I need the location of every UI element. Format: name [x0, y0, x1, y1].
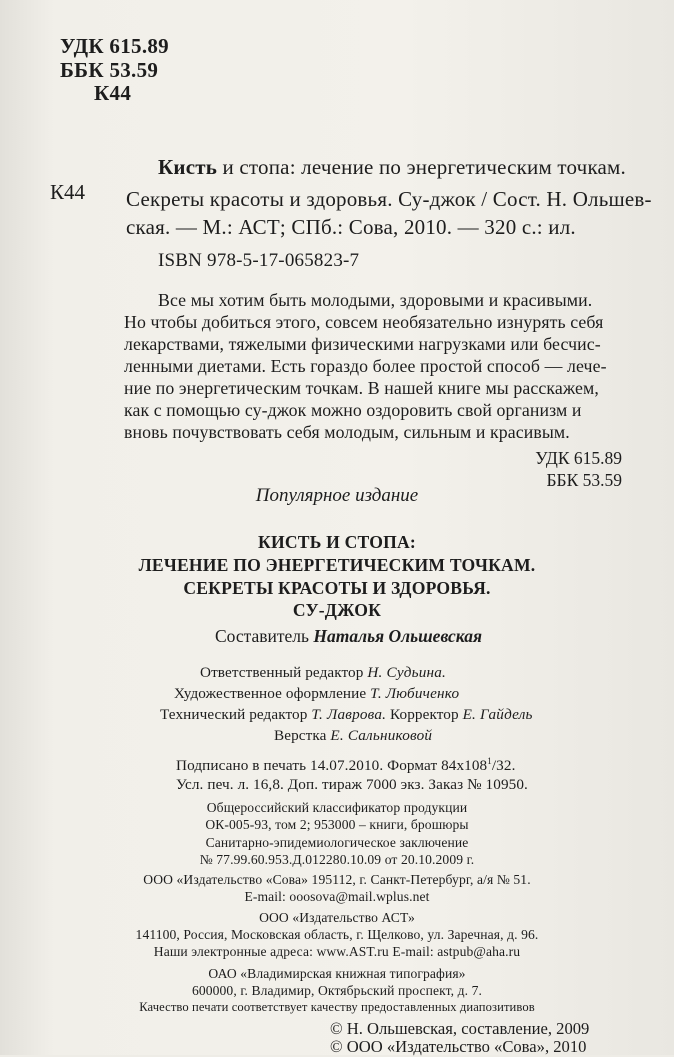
- copyright-publisher: © ООО «Издательство «Сова», 2010: [330, 1037, 587, 1056]
- card-author-mark: К44: [50, 180, 86, 204]
- ast-name: ООО «Издательство АСТ»: [259, 910, 415, 925]
- print-run-line: Усл. печ. л. 16,8. Доп. тираж 7000 экз. Заказ № 10950.: [176, 776, 528, 793]
- editor-line: [200, 664, 446, 682]
- editor-label: Ответственный редактор: [200, 664, 368, 681]
- annotation-line-4: ленными диетами. Есть гораздо более простой способ — лече-: [124, 356, 607, 376]
- sova-address: ООО «Издательство «Сова» 195112, г. Санкт-Петербург, а/я № 51.: [143, 872, 531, 887]
- card-title-bold: Кисть: [158, 155, 218, 179]
- compiler-name: Наталья Ольшевская: [313, 626, 482, 646]
- compiler-label: Составитель: [215, 626, 314, 646]
- classifier-line-2: ОК-005-93, том 2; 953000 – книги, брошюры: [205, 817, 469, 832]
- card-line-3: ская. — М.: АСТ; СПб.: Сова, 2010. — 320 с.: ил.: [126, 215, 576, 239]
- ast-contacts: Наши электронные адреса: www.AST.ru E-mail: astpub@aha.ru: [153, 944, 521, 959]
- tech-name: Т. Лаврова.: [311, 706, 387, 723]
- tech-label: Технический редактор: [160, 706, 312, 723]
- tech-proof-line: [160, 706, 533, 724]
- art-label: Художественное оформление: [174, 685, 371, 702]
- isbn: ISBN 978-5-17-065823-7: [158, 250, 360, 271]
- layout-line: [274, 727, 432, 745]
- art-name: Т. Любиченко: [370, 685, 460, 702]
- format-fraction: /32.: [491, 757, 516, 775]
- annotation-line-5: ние по энергетическим точкам. В нашей книге мы расскажем,: [124, 378, 599, 398]
- copyright-compiler: © Н. Ольшевская, составление, 2009: [330, 1019, 590, 1038]
- bbk-footer: ББК 53.59: [546, 470, 622, 490]
- card-title-rest: и стопа: лечение по энергетическим точкам.: [217, 155, 626, 179]
- edition-label: Популярное издание: [255, 485, 419, 506]
- proof-label: Корректор: [386, 706, 463, 723]
- format-superscript: 1: [487, 756, 492, 766]
- annotation-line-2: Но чтобы добиться этого, совсем необязательно изнурять себя: [124, 312, 604, 332]
- classifier-line-1: Общероссийский классификатор продукции: [206, 800, 468, 815]
- sova-email: E-mail: ooosova@mail.wplus.net: [244, 889, 430, 904]
- annotation-line-3: лекарствами, тяжелыми физическими нагрузками или бесчис-: [124, 334, 601, 354]
- annotation-line-1: Все мы хотим быть молодыми, здоровыми и красивыми.: [158, 290, 593, 310]
- card-line-1: [158, 155, 626, 180]
- sanitary-line-1: Санитарно-эпидемиологическое заключение: [205, 835, 469, 850]
- bbk-code: ББК 53.59: [60, 58, 159, 82]
- udk-footer: УДК 615.89: [535, 448, 622, 468]
- printer-name: ОАО «Владимирская книжная типография»: [208, 966, 466, 981]
- layout-name: Е. Сальниковой: [330, 727, 433, 744]
- print-signed-text: Подписано в печать 14.07.2010. Формат 84x108: [176, 757, 488, 775]
- ast-address: 141100, Россия, Московская область, г. Щелково, ул. Заречная, д. 96.: [135, 927, 539, 942]
- title-line-3: СЕКРЕТЫ КРАСОТЫ И ЗДОРОВЬЯ.: [183, 578, 491, 598]
- sanitary-line-2: № 77.99.60.953.Д.012280.10.09 от 20.10.2009 г.: [199, 852, 475, 867]
- art-line: [174, 685, 459, 703]
- title-line-2: ЛЕЧЕНИЕ ПО ЭНЕРГЕТИЧЕСКИМ ТОЧКАМ.: [138, 555, 536, 575]
- udk-code: УДК 615.89: [60, 34, 169, 58]
- print-signed-line: [176, 756, 515, 775]
- title-line-4: СУ-ДЖОК: [292, 600, 382, 620]
- compiler: [215, 626, 482, 647]
- annotation-line-7: вновь почувствовать себя молодым, сильным и красивым.: [124, 422, 570, 442]
- printer-address: 600000, г. Владимир, Октябрьский проспект, д. 7.: [191, 983, 483, 998]
- card-line-2: Секреты красоты и здоровья. Су-джок / Сост. Н. Ольшев-: [126, 187, 652, 211]
- layout-label: Верстка: [274, 727, 331, 744]
- proof-name: Е. Гайдель: [462, 706, 533, 723]
- printer-quality-note: Качество печати соответствует качеству предоставленных диапозитивов: [139, 1000, 535, 1014]
- editor-name: Н. Судьина.: [367, 664, 447, 681]
- title-line-1: КИСТЬ И СТОПА:: [258, 532, 416, 552]
- author-mark: К44: [94, 81, 132, 105]
- annotation-line-6: как с помощью су-джок можно оздоровить свой организм и: [124, 400, 582, 420]
